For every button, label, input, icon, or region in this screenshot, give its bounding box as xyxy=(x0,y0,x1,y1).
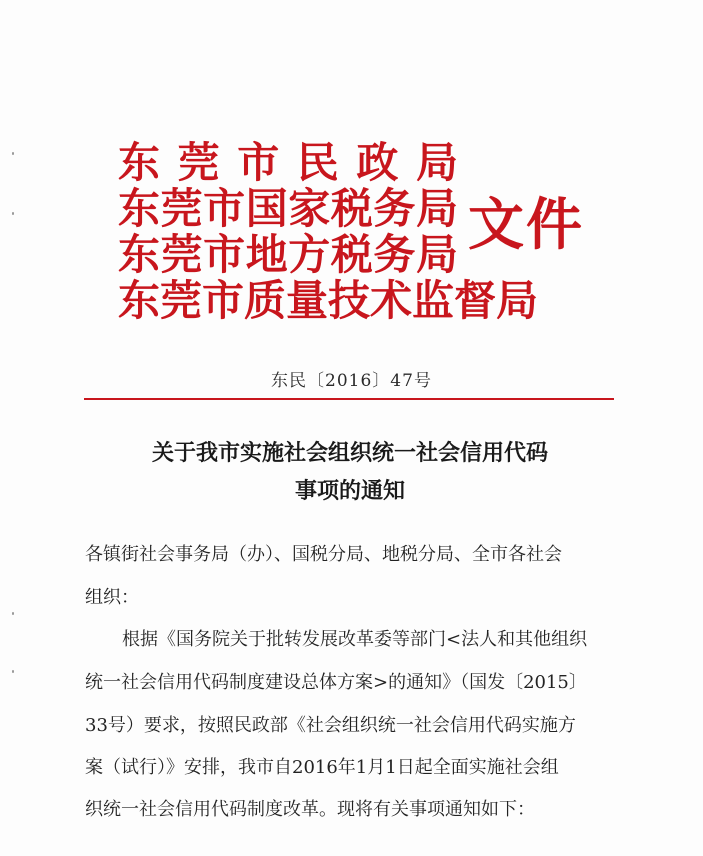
issuer-local-tax: 东莞市地方税务局 xyxy=(118,230,458,279)
scan-artifact xyxy=(12,152,14,155)
scan-artifact xyxy=(12,612,14,615)
body-line: 各镇街社会事务局（办）、国税分局、地税分局、全市各社会 xyxy=(85,544,562,565)
document-type-label: 文件 xyxy=(468,192,584,258)
red-divider xyxy=(84,398,614,400)
issuer-quality-supervision: 东莞市质量技术监督局 xyxy=(118,276,539,325)
document-title-line1: 关于我市实施社会组织统一社会信用代码 xyxy=(151,440,548,466)
document-title-line2: 事项的通知 xyxy=(294,478,405,504)
body-line: 统一社会信用代码制度建设总体方案>的通知》（国发〔2015〕 xyxy=(85,672,587,693)
body-line: 案（试行）》安排，我市自2016年1月1日起全面实施社会组 xyxy=(85,757,559,778)
scan-artifact xyxy=(12,670,14,673)
document-number: 东民〔2016〕47号 xyxy=(271,371,432,391)
body-line: 根据《国务院关于批转发展改革委等部门<法人和其他组织 xyxy=(122,629,588,650)
body-line: 33号）要求，按照民政部《社会组织统一社会信用代码实施方 xyxy=(85,715,576,736)
body-line: 织统一社会信用代码制度改革。现将有关事项通知如下： xyxy=(85,799,535,820)
issuer-national-tax: 东莞市国家税务局 xyxy=(118,184,458,233)
scan-artifact xyxy=(12,212,14,215)
body-line: 组织： xyxy=(85,587,139,608)
issuer-civil-affairs: 东莞市民政局 xyxy=(118,138,458,187)
